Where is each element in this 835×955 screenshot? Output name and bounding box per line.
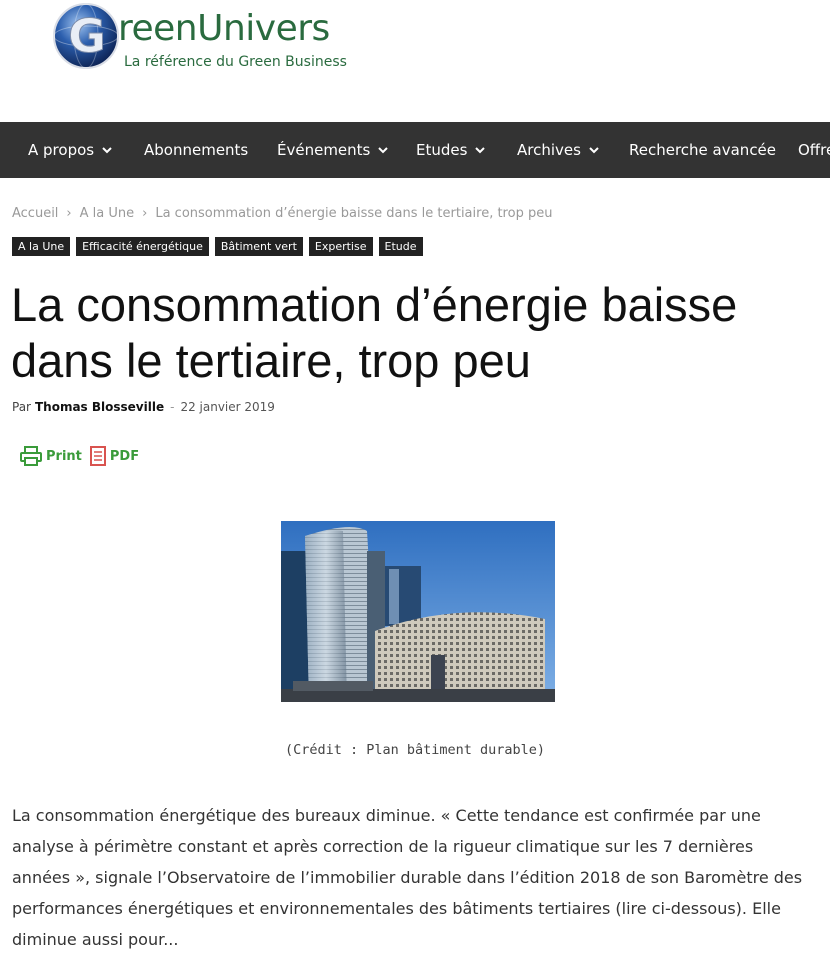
breadcrumb-separator: › [66, 206, 72, 221]
nav-item-label: Abonnements [144, 141, 249, 159]
breadcrumb-home[interactable]: Accueil [12, 206, 59, 221]
tag-etude[interactable]: Etude [379, 237, 423, 256]
article-excerpt: La consommation énergétique des bureaux diminue. « Cette tendance est confirmée par une analyse à périmètre constant et après correction de la rigueur climatique sur les 7 dernières années », signale l’Observatoire de l’immobilier durable dans l’édition 2018 de son Baromètre des performances énergétiques et environnementales des bâtiments tertiaires (lire ci-dessous). Elle diminue aussi pour... [12, 806, 803, 949]
author-link[interactable]: Thomas Blosseville [34, 400, 165, 414]
chevron-down-icon [589, 147, 599, 154]
globe-logo-icon [52, 2, 120, 70]
print-pdf-bar [20, 446, 139, 466]
nav-item-label: Offre [798, 141, 835, 159]
chevron-down-icon [378, 147, 388, 154]
nav-item-label: Archives [517, 141, 581, 159]
nav-item-label: Événements [277, 141, 371, 159]
nav-item-offre[interactable] [798, 122, 835, 178]
publish-date: 22 janvier 2019 [180, 400, 275, 414]
image-caption: (Crédit : Plan bâtiment durable) [284, 742, 546, 758]
tag-a-la-une[interactable]: A la Une [12, 237, 70, 256]
pdf-icon [90, 446, 106, 466]
pdf-button[interactable] [90, 446, 139, 466]
nav-item-label: Etudes [416, 141, 468, 159]
main-nav [0, 122, 835, 178]
buildings-illustration [281, 521, 555, 702]
nav-item-recherche-avancee[interactable] [629, 122, 776, 178]
chevron-down-icon [102, 147, 112, 154]
tag-expertise[interactable]: Expertise [309, 237, 373, 256]
breadcrumb [12, 206, 552, 221]
nav-item-label: A propos [28, 141, 95, 159]
nav-item-a-propos[interactable] [28, 122, 112, 178]
category-tags [12, 237, 423, 256]
nav-item-label: Recherche avancée [629, 141, 777, 159]
logo-tagline: La référence du Green Business [124, 54, 347, 70]
article-image [281, 521, 555, 702]
tag-efficacite-energetique[interactable]: Efficacité énergétique [76, 237, 209, 256]
print-button[interactable] [20, 446, 82, 466]
meta-separator: - [170, 400, 175, 414]
site-header [0, 0, 830, 122]
article-title: La consommation d’énergie baisse dans le tertiaire, trop peu [11, 278, 738, 387]
print-label: Print [46, 448, 82, 464]
nav-item-abonnements[interactable] [144, 122, 248, 178]
chevron-down-icon [475, 147, 485, 154]
breadcrumb-separator: › [142, 206, 148, 221]
nav-item-archives[interactable] [517, 122, 599, 178]
article-meta [12, 400, 275, 414]
logo-letter: G [68, 9, 106, 63]
pdf-label: PDF [109, 448, 140, 464]
printer-icon [20, 446, 42, 466]
nav-item-etudes[interactable] [416, 122, 485, 178]
tag-batiment-vert[interactable]: Bâtiment vert [215, 237, 303, 256]
breadcrumb-current: La consommation d’énergie baisse dans le tertiaire, trop peu [155, 206, 553, 221]
byline-prefix: Par [12, 400, 31, 414]
site-logo[interactable] [52, 2, 382, 74]
logo-name: reenUnivers [118, 8, 330, 49]
breadcrumb-category[interactable]: A la Une [79, 206, 135, 221]
nav-item-evenements[interactable] [277, 122, 388, 178]
